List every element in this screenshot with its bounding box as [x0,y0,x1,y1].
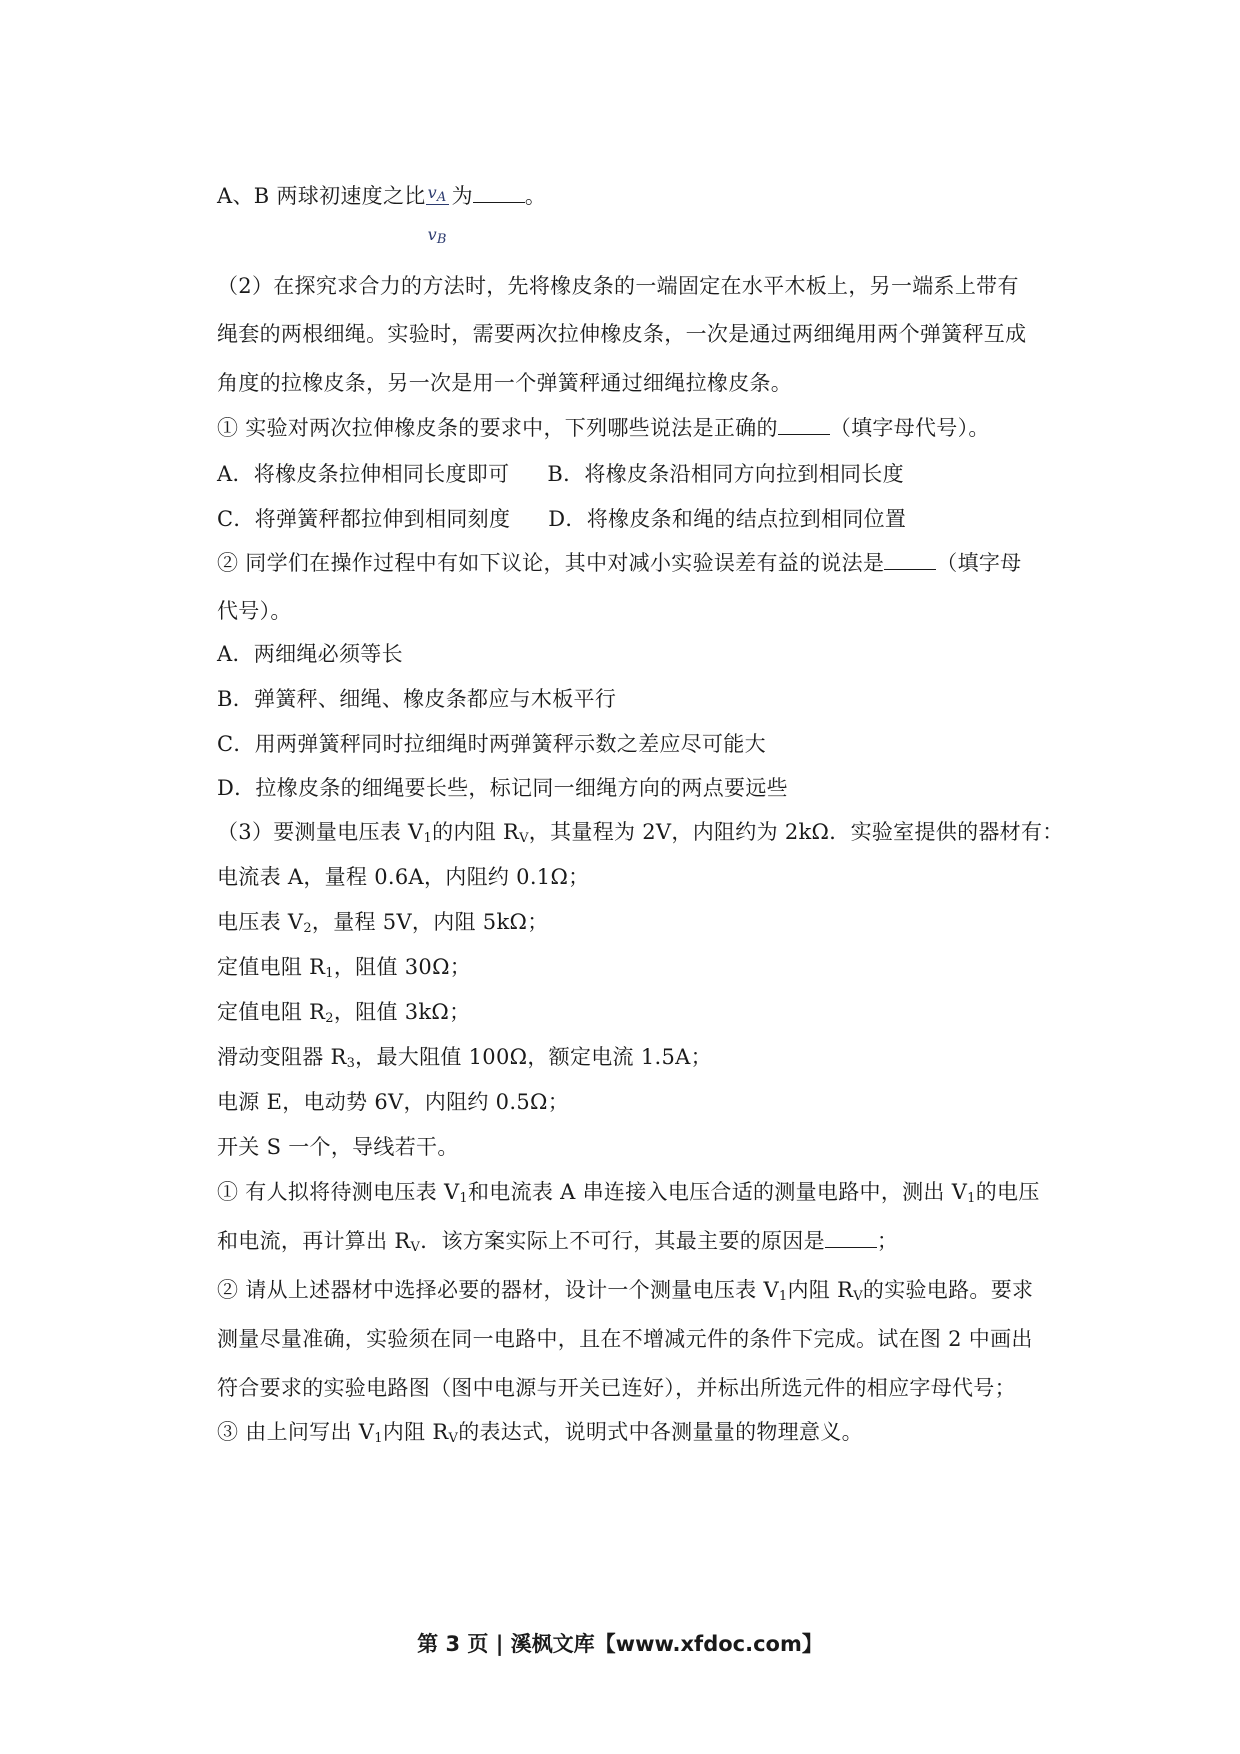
equipment-item: 电流表 A，量程 0.6A，内阻约 0.1Ω； [217,865,590,889]
equipment-item: 滑动变阻器 $R_3$，最大阻值 100Ω，额定电流 1.5A； [217,1045,712,1071]
fraction-denominator: $v_B$ [427,225,447,247]
option-d: D．拉橡皮条的细绳要长些，标记同一细绳方向的两点要远些 [217,776,788,800]
question-line: 和电流，再计算出 $R_V$．该方案实际上不可行，其最主要的原因是 ； [217,1229,899,1255]
question-line: ② 同学们在操作过程中有如下议论，其中对减小实验误差有益的说法是 （填字母 [217,551,1022,575]
option-b: B．将橡皮条沿相同方向拉到相同长度 [547,462,904,486]
answer-blank [825,1227,877,1248]
option-line [217,505,906,533]
paragraph-line: 角度的拉橡皮条，另一次是用一个弹簧秤通过细绳拉橡皮条。 [217,371,793,395]
option-c: C．将弹簧秤都拉伸到相同刻度 [217,507,511,531]
question-line: ① 有人拟将待测电压表 $V_1$和电流表 A 串连接入电压合适的测量电路中，测出 $V_1$的电压 [217,1180,1040,1206]
equipment-item: 定值电阻 $R_1$，阻值 30Ω； [217,955,472,981]
option-c: C．用两弹簧秤同时拉细绳时两弹簧秤示数之差应尽可能大 [217,732,766,756]
question-line: 测量尽量准确，实验须在同一电路中，且在不增减元件的条件下完成。试在图 2 中画出 [217,1327,1033,1351]
option-d: D．将橡皮条和绳的结点拉到相同位置 [548,507,907,531]
answer-blank [473,182,525,203]
paragraph-line: （3）要测量电压表 $V_1$的内阻 $R_V$，其量程为 2V，内阻约为 2kΩ．实验室提供的器材有： [217,820,1064,846]
ratio-question-text: A、B 两球初速度之比 [217,184,426,208]
option-line [217,460,904,488]
equipment-item: 定值电阻 $R_2$，阻值 3kΩ； [217,1000,471,1026]
question-line: ① 实验对两次拉伸橡皮条的要求中，下列哪些说法是正确的 （填字母代号）。 [217,416,990,440]
equipment-item: 电压表 $V_2$，量程 5V，内阻 5kΩ； [217,910,549,936]
equipment-item: 电源 E，电动势 6V，内阻约 0.5Ω； [217,1090,569,1114]
question-line: ③ 由上问写出 $V_1$内阻 $R_V$的表达式，说明式中各测量量的物理意义。 [217,1420,863,1446]
answer-blank [884,549,936,570]
paragraph-line: 绳套的两根细绳。实验时，需要两次拉伸橡皮条，一次是通过两细绳用两个弹簧秤互成 [217,322,1027,346]
equipment-item: 开关 S 一个，导线若干。 [217,1135,459,1159]
velocity-ratio-fraction [426,182,452,247]
question-line: ② 请从上述器材中选择必要的器材，设计一个测量电压表 $V_1$内阻 $R_V$的实验电路。要求 [217,1278,1034,1304]
paragraph-line: （2）在探究求合力的方法时，先将橡皮条的一端固定在水平木板上，另一端系上带有 [217,274,1019,298]
question-line: 代号）。 [217,599,292,623]
answer-blank [778,414,830,435]
fraction-numerator: $v_A$ [427,183,447,205]
option-a: A．将橡皮条拉伸相同长度即可 [217,462,510,486]
ratio-question-line: A、B 两球初速度之比 $\frac{v_A}{v_B}$ 为 。 [217,183,547,247]
page-footer: 第 3 页 | 溪枫文库【www.xfdoc.com】 [417,1632,823,1656]
option-a: A．两细绳必须等长 [217,642,403,666]
question-line: 符合要求的实验电路图（图中电源与开关已连好），并标出所选元件的相应字母代号； [217,1376,1016,1400]
option-b: B．弹簧秤、细绳、橡皮条都应与木板平行 [217,687,617,711]
